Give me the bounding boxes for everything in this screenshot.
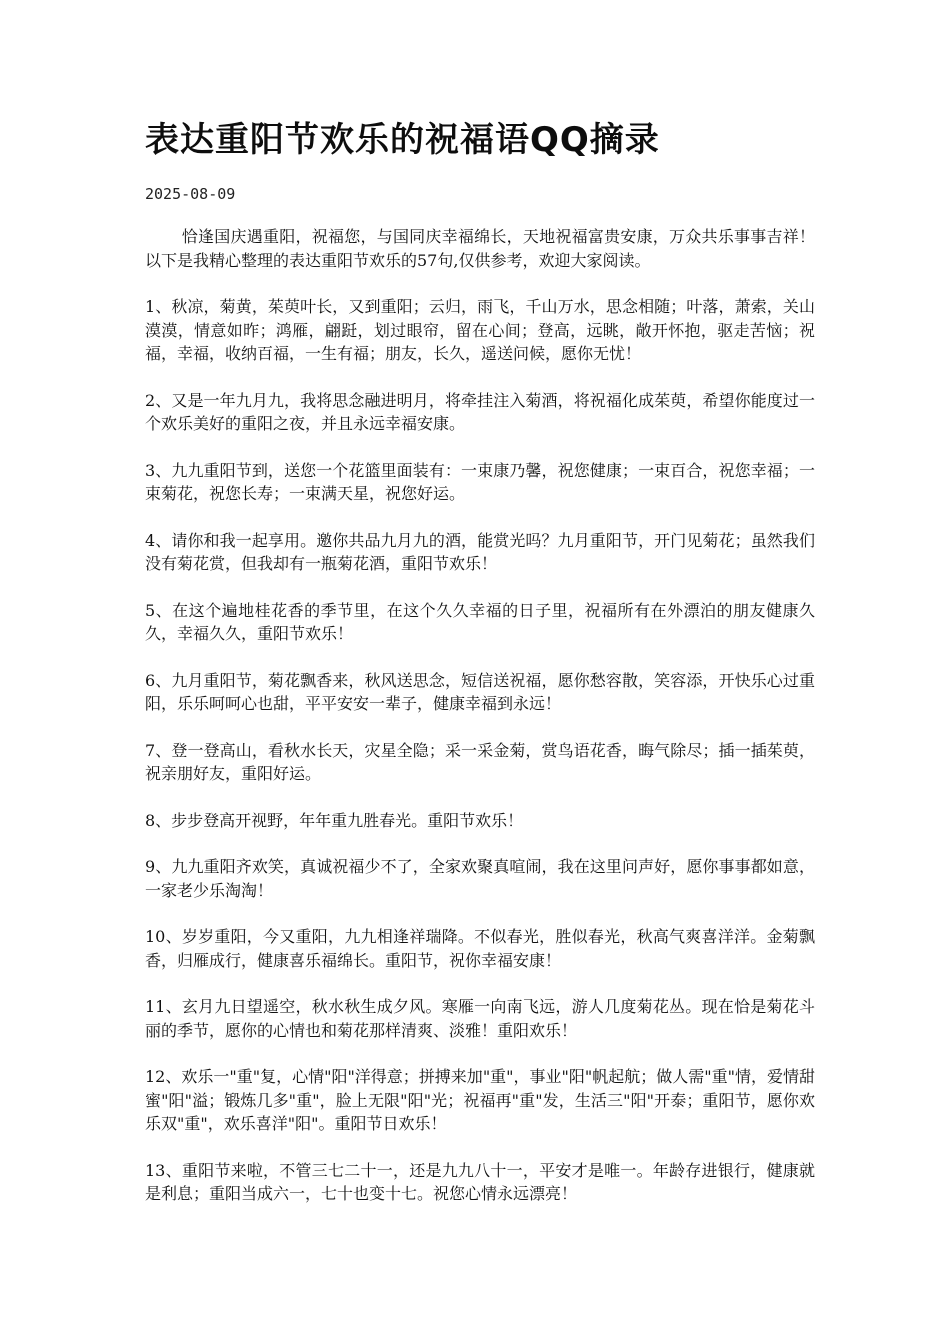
list-item: 6、九月重阳节，菊花飘香来，秋风送思念，短信送祝福，愿你愁容散，笑容添，开快乐心过重阳，乐乐呵呵心也甜，平平安安一辈子，健康幸福到永远！	[145, 670, 815, 713]
list-item: 9、九九重阳齐欢笑，真诚祝福少不了，全家欢聚真喧闹，我在这里问声好，愿你事事都如意，一家老少乐淘淘！	[145, 857, 815, 900]
list-item: 10、岁岁重阳，今又重阳，九九相逢祥瑞降。不似春光，胜似春光，秋高气爽喜洋洋。金菊飘香，归雁成行，健康喜乐福绵长。重阳节，祝你幸福安康！	[145, 927, 815, 970]
list-item: 3、九九重阳节到，送您一个花篮里面装有：一束康乃馨，祝您健康；一束百合，祝您幸福；一束菊花，祝您长寿；一束满天星，祝您好运。	[145, 460, 815, 503]
list-item: 11、玄月九日望遥空，秋水秋生成夕风。寒雁一向南飞远，游人几度菊花丛。现在恰是菊花斗丽的季节，愿你的心情也和菊花那样清爽、淡雅！重阳欢乐！	[145, 997, 815, 1040]
intro-paragraph: 恰逢国庆遇重阳，祝福您，与国同庆幸福绵长，天地祝福富贵安康，万众共乐事事吉祥！以下是我精心整理的表达重阳节欢乐的57句,仅供参考，欢迎大家阅读。	[145, 227, 815, 270]
list-item: 5、在这个遍地桂花香的季节里，在这个久久幸福的日子里，祝福所有在外漂泊的朋友健康久久，幸福久久，重阳节欢乐！	[145, 600, 815, 643]
list-item: 4、请你和我一起享用。邀你共品九月九的酒，能赏光吗？九月重阳节，开门见菊花；虽然我们没有菊花赏，但我却有一瓶菊花酒，重阳节欢乐！	[145, 530, 815, 573]
page-title: 表达重阳节欢乐的祝福语QQ摘录	[145, 120, 660, 160]
article-body	[145, 225, 815, 1229]
list-item: 8、步步登高开视野，年年重九胜春光。重阳节欢乐！	[145, 810, 524, 830]
list-item: 12、欢乐一"重"复，心情"阳"洋得意；拼搏来加"重"，事业"阳"帆起航；做人需"重"情，爱情甜蜜"阳"溢；锻炼几多"重"，脸上无限"阳"光；祝福再"重"发，生活三"阳"开泰；重阳节，愿你欢乐双"重"，欢乐喜洋"阳"。重阳节日欢乐！	[145, 1067, 815, 1133]
publish-date: 2025-08-09	[145, 185, 236, 203]
list-item: 7、登一登高山，看秋水长天，灾星全隐；采一采金菊，赏鸟语花香，晦气除尽；插一插茱萸，祝亲朋好友，重阳好运。	[145, 740, 815, 783]
list-item: 13、重阳节来啦，不管三七二十一，还是九九八十一，平安才是唯一。年龄存进银行，健康就是利息；重阳当成六一，七十也变十七。祝您心情永远漂亮！	[145, 1160, 815, 1203]
list-item: 1、秋凉，菊黄，茱萸叶长，又到重阳；云归，雨飞，千山万水，思念相随；叶落，萧索，关山漠漠，情意如昨；鸿雁，翩跹，划过眼帘，留在心间；登高，远眺，敞开怀抱，驱走苦恼；祝福，幸福，收纳百福，一生有福；朋友，长久，遥送问候，愿你无忧！	[145, 297, 815, 363]
list-item: 2、又是一年九月九，我将思念融进明月，将牵挂注入菊酒，将祝福化成茱萸，希望你能度过一个欢乐美好的重阳之夜，并且永远幸福安康。	[145, 390, 815, 433]
